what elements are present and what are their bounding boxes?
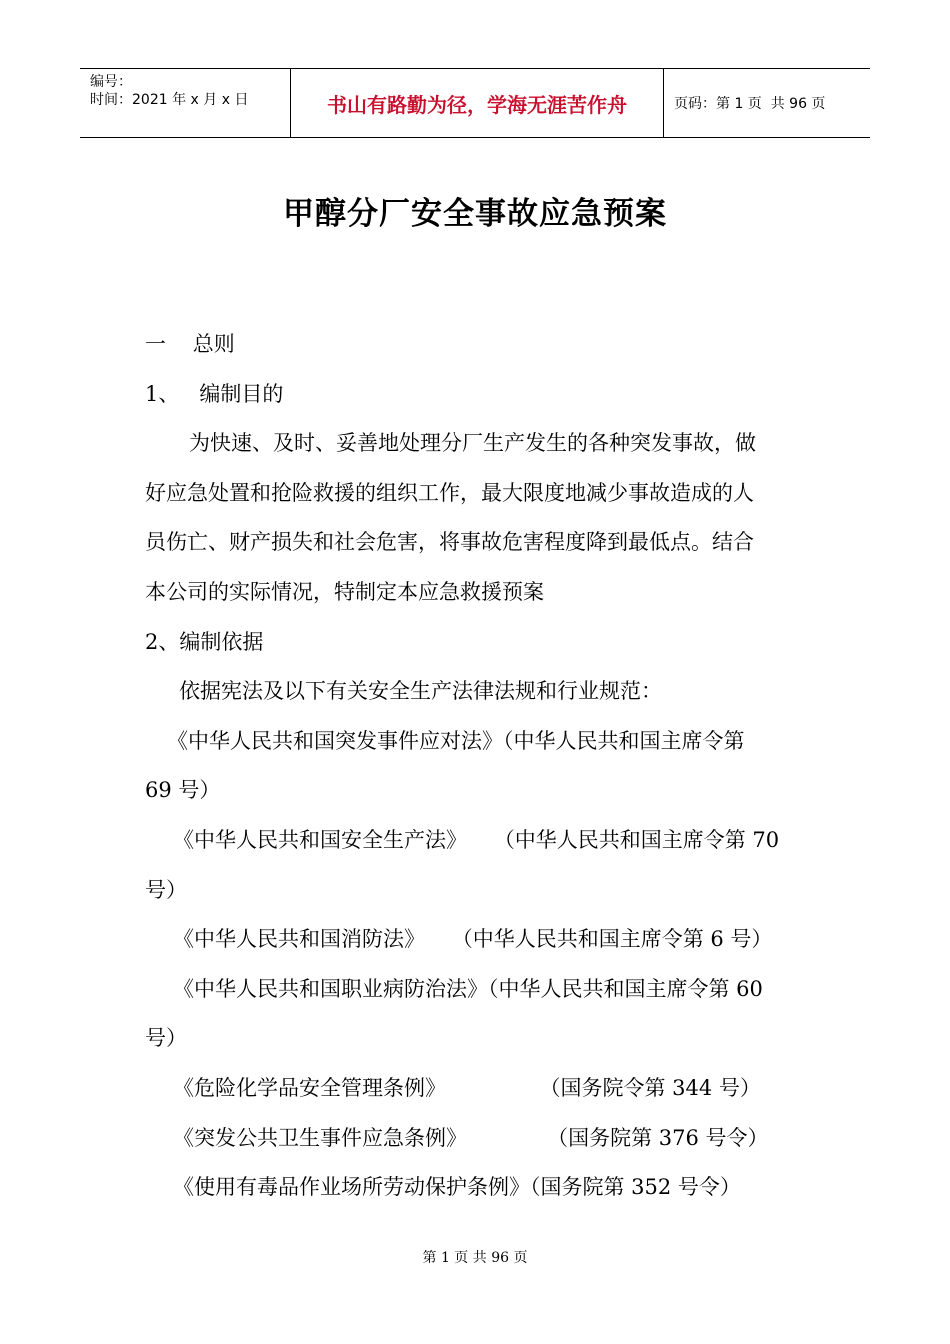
- law-text: 《中华人民共和国职业病防治法》（中华人民共和国主席令第 60: [173, 976, 763, 1001]
- law-text: 《危险化学品安全管理条例》 （国务院令第 344 号）: [173, 1075, 761, 1100]
- date-label: 时间：2021 年 x 月 x 日: [90, 92, 249, 108]
- law-line: [145, 1114, 810, 1164]
- law-line: [145, 816, 810, 866]
- item-heading-purpose: [145, 370, 810, 420]
- header-table: [80, 68, 870, 138]
- law-line-cont: 号）: [145, 1026, 187, 1051]
- item-heading-purpose-text: 1、 编制目的: [145, 381, 284, 406]
- page-footer: 第 1 页 共 96 页: [422, 1250, 528, 1266]
- header-page-info: [664, 69, 870, 137]
- paragraph-line: 好应急处置和抢险救援的组织工作，最大限度地减少事故造成的人: [145, 480, 754, 505]
- law-line: [145, 915, 810, 965]
- paragraph-line: 员伤亡、财产损失和社会危害，将事故危害程度降到最低点。结合: [145, 530, 754, 555]
- section-heading: [145, 320, 810, 370]
- law-text: 《中华人民共和国消防法》 （中华人民共和国主席令第 6 号）: [173, 927, 773, 952]
- law-line: [145, 1163, 810, 1213]
- page-info-text: 页码：第 1 页 共 96 页: [674, 96, 826, 112]
- document-body: [145, 320, 810, 1213]
- law-line: [145, 717, 810, 767]
- header-motto: 书山有路勤为径，学海无涯苦作舟: [291, 69, 664, 137]
- law-text: 《中华人民共和国突发事件应对法》（中华人民共和国主席令第: [167, 728, 745, 753]
- basis-intro: 依据宪法及以下有关安全生产法律法规和行业规范：: [179, 679, 662, 704]
- paragraph-line: 为快速、及时、妥善地处理分厂生产发生的各种突发事故，做: [189, 431, 756, 456]
- paragraph-line: 本公司的实际情况，特制定本应急救援预案: [145, 579, 544, 604]
- law-line: [145, 965, 810, 1015]
- item-heading-basis: 2、编制依据: [145, 629, 264, 654]
- law-text: 《突发公共卫生事件应急条例》 （国务院第 376 号令）: [173, 1125, 769, 1150]
- header-left-cell: [80, 69, 291, 137]
- section-heading-text: 一 总则: [145, 332, 235, 356]
- law-line: [145, 1064, 810, 1114]
- serial-label: 编号：: [90, 74, 132, 90]
- law-line-cont: 号）: [145, 877, 187, 902]
- law-line-cont: 69 号）: [145, 778, 221, 803]
- law-text: 《中华人民共和国安全生产法》 （中华人民共和国主席令第 70: [173, 827, 780, 852]
- document-title: 甲醇分厂安全事故应急预案: [283, 196, 667, 232]
- law-text: 《使用有毒品作业场所劳动保护条例》（国务院第 352 号令）: [173, 1175, 741, 1200]
